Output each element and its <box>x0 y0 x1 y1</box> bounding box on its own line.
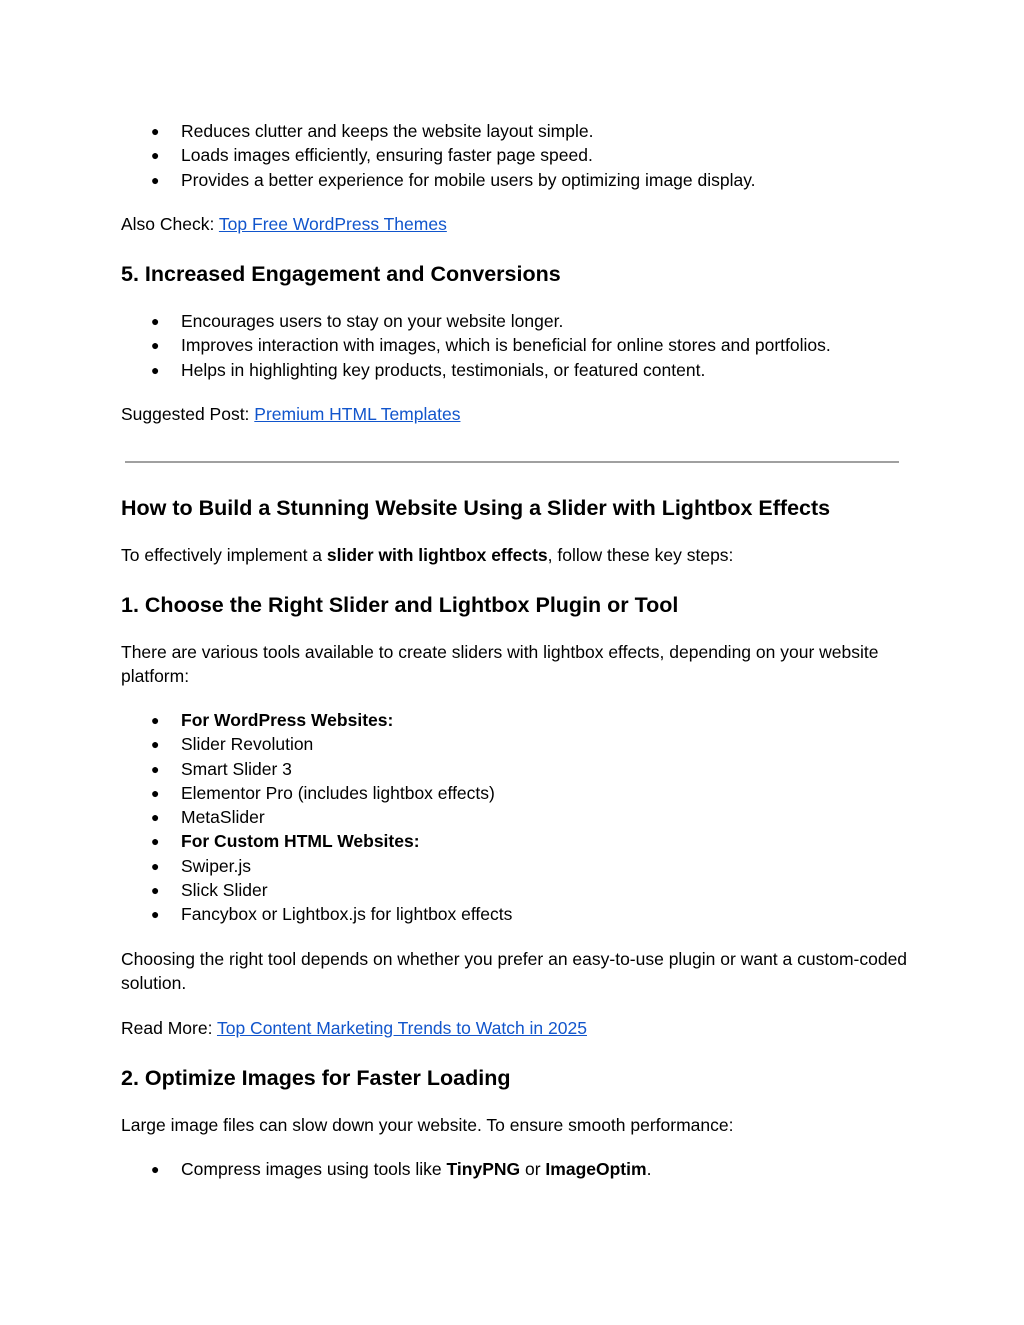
section-heading-5: 5. Increased Engagement and Conversions <box>121 262 561 286</box>
suggested-post-link[interactable]: Premium HTML Templates <box>254 404 461 424</box>
list-item: ● For Custom HTML Websites: <box>121 829 914 853</box>
list-item: ● Fancybox or Lightbox.js for lightbox effects <box>121 902 914 926</box>
bullet-icon: ● <box>151 857 160 874</box>
list-item: ● Swiper.js <box>121 854 914 878</box>
horizontal-divider <box>125 461 899 463</box>
bullet-icon: ● <box>151 171 160 188</box>
large-images-paragraph: Large image files can slow down your website. To ensure smooth performance: <box>121 1115 734 1135</box>
bullet-icon: ● <box>151 760 160 777</box>
bullet-icon: ● <box>151 147 160 164</box>
bullet-icon: ● <box>151 736 160 753</box>
list-item: ● Reduces clutter and keeps the website layout simple. <box>121 119 914 143</box>
intro-paragraph: To effectively implement a slider with lightbox effects, follow these key steps: <box>121 545 734 565</box>
engagement-list <box>121 309 914 382</box>
list-item: ● Helps in highlighting key products, testimonials, or featured content. <box>121 358 914 382</box>
bullet-icon: ● <box>151 833 160 850</box>
also-check-link[interactable]: Top Free WordPress Themes <box>218 214 447 234</box>
bullet-icon: ● <box>151 337 160 354</box>
list-item: ● Slider Revolution <box>121 732 914 756</box>
also-check-line: Also Check: Top Free WordPress Themes <box>121 214 447 234</box>
list-item: ● MetaSlider <box>121 805 914 829</box>
list-item: ● Slick Slider <box>121 878 914 902</box>
bullet-icon: ● <box>151 784 160 801</box>
bullet-icon: ● <box>151 361 160 378</box>
section-heading-2: 2. Optimize Images for Faster Loading <box>121 1066 511 1090</box>
list-item: ● Smart Slider 3 <box>121 757 914 781</box>
list-item: ● Provides a better experience for mobile users by optimizing image display. <box>121 168 914 192</box>
bullet-icon: ● <box>151 712 160 728</box>
tools-paragraph: There are various tools available to create sliders with lightbox effects, depending on your website platform: <box>121 642 879 687</box>
list-item: ● Elementor Pro (includes lightbox effects) <box>121 781 914 805</box>
bullet-icon: ● <box>151 882 160 899</box>
bullet-icon: ● <box>151 809 160 826</box>
list-item: ● For WordPress Websites: <box>121 708 914 732</box>
choosing-paragraph: Choosing the right tool depends on whether you prefer an easy-to-use plugin or want a custom-coded solution. <box>121 949 908 994</box>
benefits-list-top <box>121 119 914 192</box>
tools-list <box>121 708 914 927</box>
read-more-link[interactable]: Top Content Marketing Trends to Watch in 2025 <box>216 1018 587 1038</box>
read-more-line: Read More: Top Content Marketing Trends to Watch in 2025 <box>121 1018 587 1038</box>
main-heading: How to Build a Stunning Website Using a Slider with Lightbox Effects <box>121 496 831 520</box>
list-item: ● Compress images using tools like TinyPNG or ImageOptim. <box>121 1157 914 1181</box>
list-item: ● Loads images efficiently, ensuring faster page speed. <box>121 143 914 167</box>
section-heading-1: 1. Choose the Right Slider and Lightbox Plugin or Tool <box>121 593 679 617</box>
bullet-icon: ● <box>151 313 160 329</box>
bullet-icon: ● <box>151 906 160 923</box>
suggested-post-line: Suggested Post: Premium HTML Templates <box>121 404 461 424</box>
optimize-list <box>121 1157 914 1181</box>
list-item: ● Encourages users to stay on your website longer. <box>121 309 914 333</box>
bullet-icon: ● <box>151 123 160 139</box>
bullet-icon: ● <box>151 1161 160 1177</box>
list-item: ● Improves interaction with images, which is beneficial for online stores and portfolios. <box>121 333 914 357</box>
